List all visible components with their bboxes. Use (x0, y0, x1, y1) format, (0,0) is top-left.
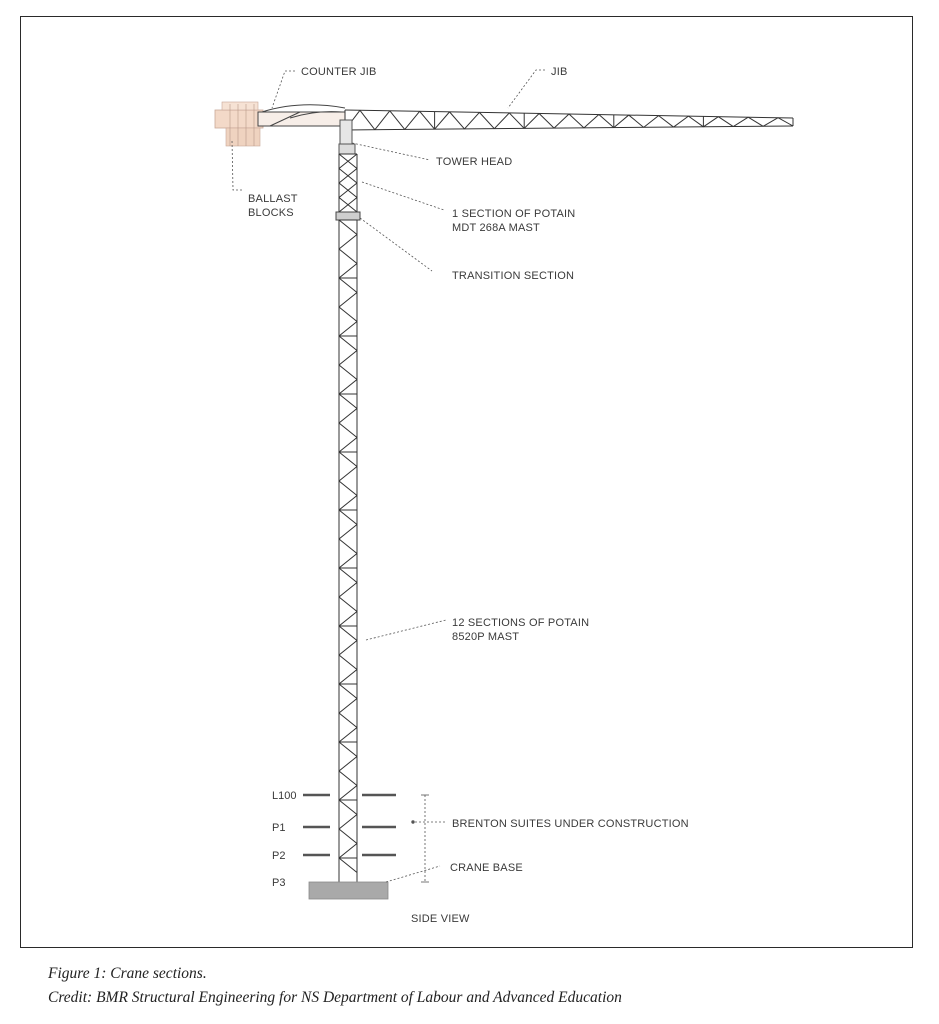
mdt-268a-mast-section (339, 154, 357, 212)
level-p3: P3 (272, 877, 286, 889)
level-p1: P1 (272, 822, 286, 834)
counter-jib-label: COUNTER JIB (301, 66, 377, 78)
level-l100: L100 (272, 790, 297, 802)
ballast-label-line2: BLOCKS (248, 207, 294, 219)
tower-head (339, 120, 355, 154)
mdt-label-line2: MDT 268A MAST (452, 222, 540, 234)
sections-label-line2: 8520P MAST (452, 631, 520, 643)
figure-caption: Figure 1: Crane sections. (48, 965, 207, 982)
transition-section (336, 212, 360, 220)
mdt-label-line1: 1 SECTION OF POTAIN (452, 208, 576, 220)
figure-credit: Credit: BMR Structural Engineering for NS Department of Labour and Advanced Education (48, 989, 622, 1006)
ballast-label-line1: BALLAST (248, 193, 298, 205)
8520p-mast (339, 220, 357, 882)
floor-slabs (303, 795, 396, 855)
leader-ticks (412, 795, 429, 882)
crane-base-slab (309, 882, 388, 899)
jib-label: JIB (551, 66, 568, 78)
transition-label: TRANSITION SECTION (452, 270, 575, 282)
sections-label-line1: 12 SECTIONS OF POTAIN (452, 617, 590, 629)
counter-jib (258, 105, 345, 126)
level-p2: P2 (272, 850, 286, 862)
tower-head-label: TOWER HEAD (436, 156, 513, 168)
brenton-label: BRENTON SUITES UNDER CONSTRUCTION (452, 818, 689, 830)
side-view-label: SIDE VIEW (411, 913, 470, 925)
leader-lines (232, 70, 545, 882)
ballast-blocks (215, 102, 263, 146)
crane-base-label: CRANE BASE (450, 862, 523, 874)
jib-truss (345, 110, 793, 130)
